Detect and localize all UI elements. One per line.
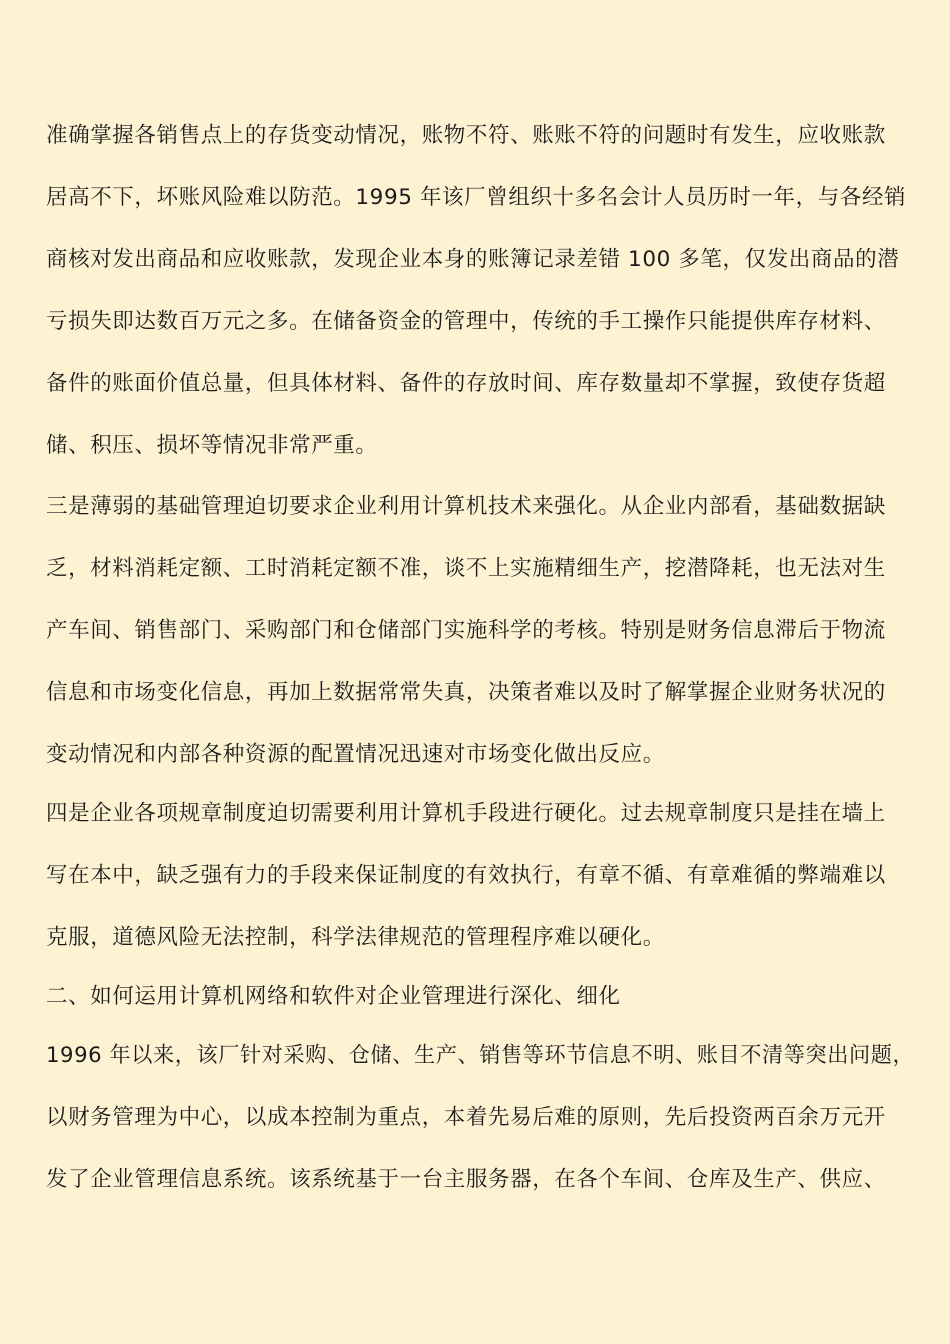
text-line: 信息和市场变化信息，再加上数据常常失真，决策者难以及时了解掌握企业财务状况的 — [46, 680, 886, 705]
text-line: 变动情况和内部各种资源的配置情况迅速对市场变化做出反应。 — [46, 742, 665, 767]
text-line: 储、积压、损坏等情况非常严重。 — [46, 433, 378, 458]
text-line: 克服，道德风险无法控制，科学法律规范的管理程序难以硬化。 — [46, 925, 665, 950]
text-line: 四是企业各项规章制度迫切需要利用计算机手段进行硬化。过去规章制度只是挂在墙上 — [46, 801, 886, 826]
section-heading: 二、如何运用计算机网络和软件对企业管理进行深化、细化 — [46, 984, 621, 1009]
text-line: 发了企业管理信息系统。该系统基于一台主服务器，在各个车间、仓库及生产、供应、 — [46, 1167, 886, 1192]
text-line: 三是薄弱的基础管理迫切要求企业利用计算机技术来强化。从企业内部看，基础数据缺 — [46, 494, 886, 519]
text-line: 产车间、销售部门、采购部门和仓储部门实施科学的考核。特别是财务信息滞后于物流 — [46, 618, 886, 643]
text-line: 1996 年以来，该厂针对采购、仓储、生产、销售等环节信息不明、账目不清等突出问题， — [46, 1043, 915, 1068]
text-line: 写在本中，缺乏强有力的手段来保证制度的有效执行，有章不循、有章难循的弊端难以 — [46, 863, 886, 888]
text-line: 居高不下，坏账风险难以防范。1995 年该厂曾组织十多名会计人员历时一年，与各经销 — [46, 185, 907, 210]
text-line: 亏损失即达数百万元之多。在储备资金的管理中，传统的手工操作只能提供库存材料、 — [46, 309, 886, 334]
text-line: 商核对发出商品和应收账款，发现企业本身的账簿记录差错 100 多笔，仅发出商品的潜 — [46, 247, 900, 272]
text-line: 以财务管理为中心，以成本控制为重点，本着先易后难的原则，先后投资两百余万元开 — [46, 1105, 886, 1130]
text-line: 准确掌握各销售点上的存货变动情况，账物不符、账账不符的问题时有发生，应收账款 — [46, 123, 886, 148]
text-line: 备件的账面价值总量，但具体材料、备件的存放时间、库存数量却不掌握，致使存货超 — [46, 371, 886, 396]
text-line: 乏，材料消耗定额、工时消耗定额不准，谈不上实施精细生产，挖潜降耗，也无法对生 — [46, 556, 886, 581]
